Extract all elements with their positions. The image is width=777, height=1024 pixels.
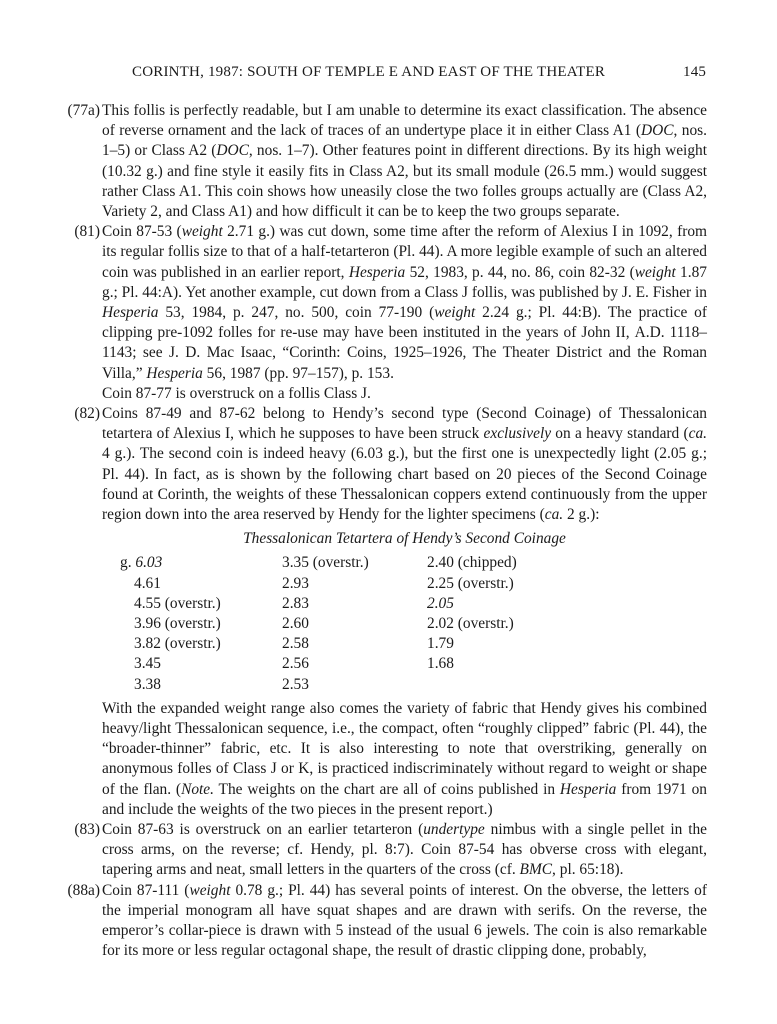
chart-cell (282, 634, 427, 654)
note-text: Coin 87-63 is overstruck on an earlier tetarteron (undertype nimbus with a single pellet in the cross arms, on the reverse; cf. Hendy, pl. 8:7). Coin 87-54 has obverse cross with elegant, tapering arms and neat, small letters in the quarters of the cross (cf. BMC, pl. 65:18). (102, 821, 707, 879)
note-82 (74, 404, 707, 820)
chart-value: 2.93 (282, 574, 309, 592)
chart-value: 3.96 (overstr.) (134, 615, 221, 633)
note-81 (74, 222, 707, 404)
note-label: (81) (74, 223, 100, 241)
chart-value: 6.03 (135, 554, 163, 572)
chart-value: 3.82 (overstr.) (134, 635, 221, 653)
chart-cell (282, 614, 427, 634)
chart-value: 4.55 (overstr.) (134, 594, 221, 612)
chart-value: 2.05 (427, 594, 454, 612)
chart-value: 2.60 (282, 615, 309, 633)
chart-cell (282, 594, 427, 614)
chart-value: 1.79 (427, 635, 454, 653)
chart-value: 4.61 (134, 574, 161, 592)
chart-title: Thessalonican Tetartera of Hendy’s Second Coinage (243, 530, 566, 548)
chart-cell (427, 574, 577, 594)
chart-value: 2.56 (282, 655, 309, 673)
running-title: CORINTH, 1987: SOUTH OF TEMPLE E AND EAST OF THE THEATER (132, 64, 606, 80)
note-text-line2: Coin 87-77 is overstruck on a follis Class J. (102, 384, 371, 402)
chart-value: 2.40 (chipped) (427, 554, 517, 572)
running-header (0, 64, 777, 86)
note-text: This follis is perfectly readable, but I am unable to determine its exact classification. The absence of reverse ornament and the lack of traces of an undertype place it in either Class A1 (DOC, nos. 1–5) or Class A2 (DOC, nos. 1–7). Other features point in different directions. By its high weight (10.32 g.) and fine style it easily fits in Class A2, but its small module (26.5 mm.) would suggest rather Class A1. This coin shows how uneasily close the two folles groups actually are (Class A2, Variety 2, and Class A1) and how difficult it can be to keep the two groups separate. (102, 102, 708, 221)
chart-cell (282, 654, 427, 674)
note-text-after-chart: With the expanded weight range also comes the variety of fabric that Hendy gives his combined heavy/light Thessalonican sequence, i.e., the compact, often “roughly clipped” fabric (Pl. 44), the “broader-thinner” fabric, etc. It is also interesting to note that overstriking, generally on anonymous folles of Class J or K, is practiced indiscriminately without regard to weight or shape of the flan. (Note. The weights on the chart are all of coins published in Hesperia from 1971 on and include the weights of the two pieces in the present report.) (102, 699, 707, 818)
chart-value: 3.45 (134, 655, 161, 673)
note-label: (77a) (67, 102, 100, 119)
chart-cell (120, 675, 282, 695)
chart-column-1 (120, 553, 282, 694)
chart-unit-prefix: g. (120, 554, 136, 572)
note-text: Coin 87-111 (weight 0.78 g.; Pl. 44) has several points of interest. On the obverse, the letters of the imperial monogram all have squat shapes and are drawn with serifs. On the reverse, the emperor’s collar-piece is drawn with 5 instead of the usual 6 jewels. The coin is also remarkable for its more or less regular octagonal shape, the result of drastic clipping done, probably, (102, 881, 707, 960)
chart-value: 2.83 (282, 594, 309, 612)
note-text: Coin 87-53 (weight 2.71 g.) was cut down, some time after the reform of Alexius I in 1092, from its regular follis size to that of a half-tetarteron (Pl. 44). A more legible example of such an altered coin was published in an earlier report, Hesperia 52, 1983, p. 44, no. 86, coin 82-32 (weight 1.87 g.; Pl. 44:A). Yet another example, cut down from a Class J follis, was published by J. E. Fisher in Hesperia 53, 1984, p. 247, no. 500, coin 77-190 (weight 2.24 g.; Pl. 44:B). The practice of clipping pre-1092 folles for re-use may have been instituted in the years of John II, A.D. 1118–1143; see J. D. Mac Isaac, “Corinth: Coins, 1925–1926, The Theater District and the Roman Villa,” Hesperia 56, 1987 (pp. 97–157), p. 153. (102, 223, 707, 382)
note-77a (67, 101, 708, 222)
page-number: 145 (683, 64, 707, 80)
chart-cell (282, 675, 427, 695)
chart-column-2 (282, 553, 427, 694)
note-text: Coins 87-49 and 87-62 belong to Hendy’s second type (Second Coinage) of Thessalonican tetartera of Alexius I, which he supposes to have been struck exclusively on a heavy standard (ca. 4 g.). The second coin is indeed heavy (6.03 g.), but the first one is unexpectedly light (2.05 g.; Pl. 44). In fact, as is shown by the following chart based on 20 pieces of the Second Coinage found at Corinth, the weights of these Thessalonican coppers extend continuously from the upper region down into the area reserved by Hendy for the lighter specimens (ca. 2 g.): (102, 405, 707, 524)
chart-cell (427, 634, 577, 654)
page-body (67, 101, 708, 961)
chart-cell (427, 594, 577, 614)
chart-cell (282, 574, 427, 594)
chart-value: 1.68 (427, 655, 454, 673)
chart-cell (120, 614, 282, 634)
chart-cell (120, 574, 282, 594)
chart-value: 2.58 (282, 635, 309, 653)
chart-column-3 (427, 553, 577, 694)
note-label: (88a) (67, 881, 100, 899)
chart-value: 2.02 (overstr.) (427, 615, 514, 633)
chart-cell (120, 594, 282, 614)
chart-value: 2.53 (282, 675, 309, 693)
note-88a (67, 881, 707, 962)
chart-cell (282, 553, 427, 573)
weight-chart (120, 553, 707, 694)
chart-cell (427, 553, 577, 573)
note-label: (82) (74, 405, 100, 423)
chart-value: 3.38 (134, 675, 161, 693)
chart-cell (427, 654, 577, 674)
chart-cell (427, 614, 577, 634)
note-83 (74, 820, 707, 881)
chart-cell (120, 553, 282, 573)
chart-cell (120, 634, 282, 654)
chart-value: 3.35 (overstr.) (282, 554, 369, 572)
note-label: (83) (74, 821, 100, 838)
chart-value: 2.25 (overstr.) (427, 574, 514, 592)
chart-cell (120, 654, 282, 674)
